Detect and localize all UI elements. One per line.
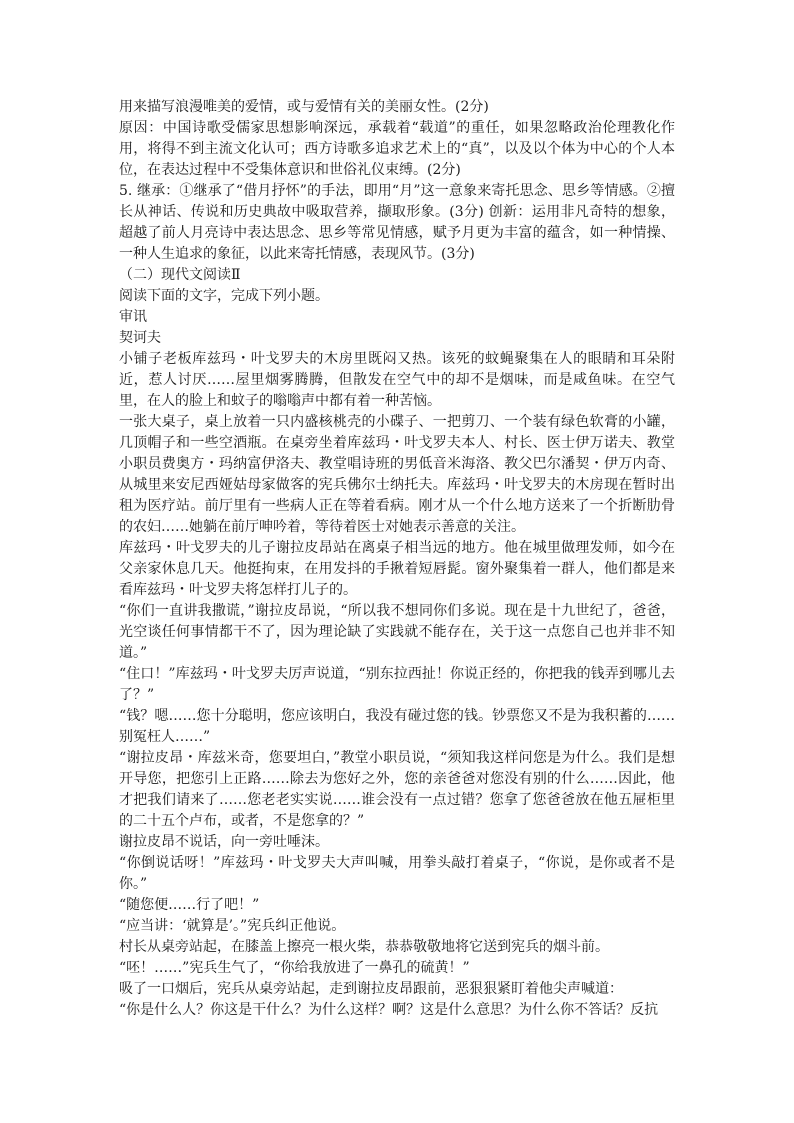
story-paragraph: 谢拉皮昂不说话，向一旁吐唾沫。: [119, 834, 329, 850]
story-paragraph: 吸了一口烟后，宪兵从桌旁站起，走到谢拉皮昂跟前，恶狠狠紧盯着他尖声喊道：: [119, 981, 623, 997]
story-paragraph: “你倒说话呀！”库兹玛・叶戈罗夫大声叫喊，用拳头敲打着桌子，“你说，是你或者不是你。”: [119, 855, 675, 892]
section-heading: （二）现代文阅读Ⅱ: [119, 267, 241, 283]
story-title: 审讯: [119, 309, 147, 325]
answer-line-1: 用来描写浪漫唯美的爱情，或与爱情有关的美丽女性。(2分): [119, 99, 489, 115]
story-paragraph: 一张大桌子，桌上放着一只内盛核桃壳的小碟子、一把剪刀、一个装有绿色软膏的小罐，几顶帽子和一些空酒瓶。在桌旁坐着库兹玛・叶戈罗夫本人、村长、医士伊万诺夫、教堂小职员费奥方・玛纳富伊洛夫、教堂唱诗班的男低音米海洛、教父巴尔潘契・伊万内奇、从城里来安尼西娅姑母家做客的宪兵佛尔士纳托夫。库兹玛・叶戈罗夫的木房现在暂时出租为医疗站。前厅里有一些病人正在等着看病。刚才从一个什么地方送来了一个折断肋骨的农妇……她躺在前厅呻吟着，等待着医士对她表示善意的关注。: [119, 414, 675, 535]
document-page: [119, 97, 675, 1021]
story-author: 契诃夫: [119, 330, 161, 346]
story-paragraph: 小铺子老板库兹玛・叶戈罗夫的木房里既闷又热。该死的蚊蝇聚集在人的眼睛和耳朵附近，惹人讨厌……屋里烟雾腾腾，但散发在空气中的却不是烟味，而是咸鱼味。在空气里，在人的脸上和蚊子的嗡嗡声中都有着一种苦恼。: [119, 351, 675, 409]
story-paragraph: 村长从桌旁站起，在膝盖上擦亮一根火柴，恭恭敬敬地将它送到宪兵的烟斗前。: [119, 939, 609, 955]
story-paragraph: “钱？嗯……您十分聪明，您应该明白，我没有碰过您的钱。钞票您又不是为我积蓄的……别冤枉人……”: [119, 708, 675, 745]
story-paragraph: “呸！……”宪兵生气了，“你给我放进了一鼻孔的硫黄！”: [119, 960, 470, 976]
story-paragraph: “你们一直讲我撒谎，”谢拉皮昂说，“所以我不想同你们多说。现在是十九世纪了，爸爸，光空谈任何事情都干不了，因为理论缺了实践就不能存在，关于这一点您自己也并非不知道。”: [119, 603, 675, 661]
story-paragraph: “住口！”库兹玛・叶戈罗夫厉声说道，“别东拉西扯！你说正经的，你把我的钱弄到哪儿去了？”: [119, 666, 675, 703]
story-paragraph: “随您便……行了吧！”: [119, 897, 260, 913]
story-paragraph: “应当讲：‘就算是’。”宪兵纠正他说。: [119, 918, 346, 934]
instruction: 阅读下面的文字，完成下列小题。: [119, 288, 329, 304]
story-paragraph: “你是什么人？你这是干什么？为什么这样？啊？这是什么意思？为什么你不答话？反抗: [119, 1002, 659, 1018]
story-paragraph: 库兹玛・叶戈罗夫的儿子谢拉皮昂站在离桌子相当远的地方。他在城里做理发师，如今在父亲家休息几天。他挺拘束，在用发抖的手揪着短唇髭。窗外聚集着一群人，他们都是来看库兹玛・叶戈罗夫将怎样打儿子的。: [119, 540, 675, 598]
story-paragraph: “谢拉皮昂・库兹米奇，您要坦白，”教堂小职员说，“须知我这样问您是为什么。我们是想开导您，把您引上正路……除去为您好之外，您的亲爸爸对您没有别的什么……因此，他才把我们请来了……您老老实实说……谁会没有一点过错？您拿了您爸爸放在他五屉柜里的二十五个卢布，或者，不是您拿的？”: [119, 750, 675, 829]
answer-5: 5. 继承：①继承了“借月抒怀”的手法，即用“月”这一意象来寄托思念、思乡等情感。②擅长从神话、传说和历史典故中吸取营养，撷取形象。(3分) 创新：运用非凡奇特的想象，超越了前人月亮诗中表达思念、思乡等常见情感，赋予月更为丰富的蕴含，如一种情操、一种人生追求的象征，以此来寄托情感，表现风节。(3分): [119, 183, 675, 262]
answer-reason: 原因：中国诗歌受儒家思想影响深远，承载着“载道”的重任，如果忽略政治伦理教化作用，将得不到主流文化认可；西方诗歌多追求艺术上的“真”，以及以个体为中心的个人本位，在表达过程中不受集体意识和世俗礼仪束缚。(2分): [119, 120, 675, 178]
